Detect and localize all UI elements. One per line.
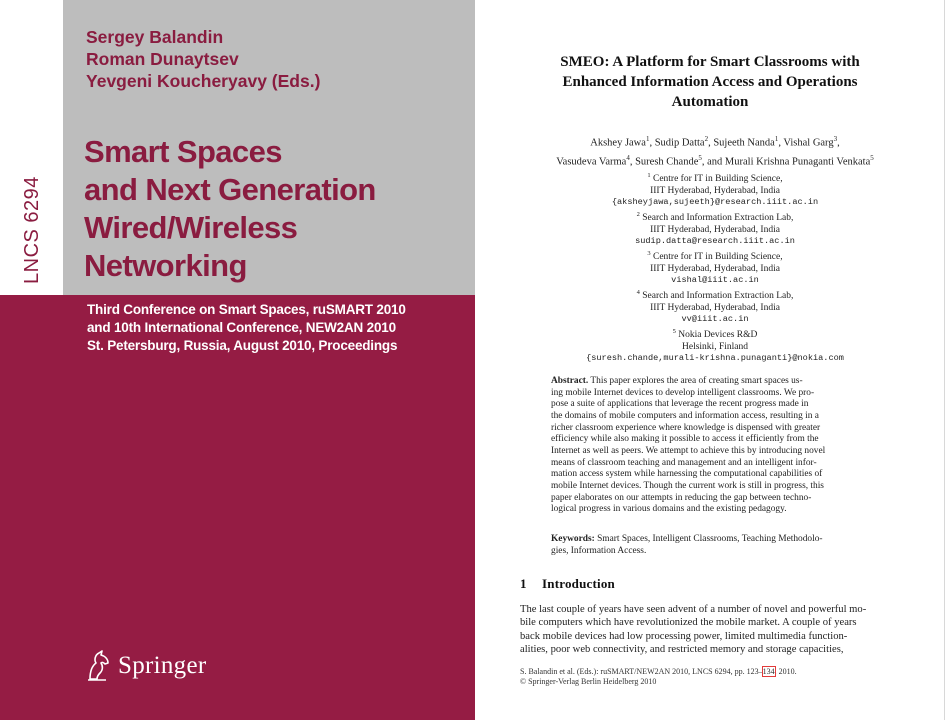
cover-series-number: LNCS 6294 bbox=[21, 176, 43, 284]
affiliation-mark: 5 bbox=[672, 327, 676, 335]
section-title: Introduction bbox=[542, 576, 615, 591]
section-number: 1 bbox=[520, 576, 527, 591]
cover-spine-bottom bbox=[0, 295, 63, 720]
intro-line: bile computers which have revolutionized the mobile market. A couple of years bbox=[520, 617, 857, 629]
abstract-line: richer classroom experience where knowledge is dispensed with greater bbox=[551, 422, 821, 433]
publisher-logo bbox=[84, 648, 207, 684]
affiliation-line bbox=[505, 326, 925, 342]
affiliation-mark: 1 bbox=[647, 172, 651, 179]
cover-editors bbox=[86, 26, 320, 92]
author-name: Sujeeth Nanda bbox=[713, 137, 775, 149]
intro-line: The last couple of years have seen advent of a number of novel and powerful mo- bbox=[520, 604, 867, 615]
cover-subtitle-line: St. Petersburg, Russia, August 2010, Proceedings bbox=[87, 338, 398, 353]
cover-title-line: Networking bbox=[84, 248, 247, 283]
author-line: Vasudeva Varma$^4$, Suresh Chande$^5$, and Murali Krishna Punaganti Venkata$^5$ bbox=[556, 153, 874, 167]
cover-subtitle bbox=[87, 301, 406, 355]
paper-footer bbox=[520, 667, 797, 687]
affiliation-line: IIIT Hyderabad, Hyderabad, India bbox=[650, 224, 780, 235]
abstract-line: efficiency while also making it possible to access it efficiently from the bbox=[551, 434, 819, 445]
publisher-name: Springer bbox=[118, 652, 207, 679]
paper-abstract bbox=[551, 376, 867, 516]
cover-editor: Yevgeni Koucheryavy (Eds.) bbox=[86, 71, 321, 91]
affiliation-text: Centre for IT in Building Science, bbox=[652, 252, 783, 263]
intro-paragraph bbox=[520, 603, 900, 656]
citation-line bbox=[520, 667, 797, 677]
affiliation-mark: 2 bbox=[704, 135, 709, 143]
affiliation-email[interactable]: vv@iiit.ac.in bbox=[681, 314, 749, 325]
affiliation-text: Nokia Devices R&D bbox=[678, 329, 758, 340]
section-heading bbox=[520, 576, 615, 592]
author-name: Akshey Jawa bbox=[590, 137, 646, 149]
affiliation-mark: 5 bbox=[870, 153, 874, 162]
affiliation-mark: 1 bbox=[774, 135, 779, 143]
abstract-line: ing mobile Internet devices to develop intelligent classrooms. We pro- bbox=[551, 387, 815, 398]
affiliation-mark: 4 bbox=[636, 288, 640, 296]
affiliation-email[interactable]: {aksheyjawa,sujeeth}@research.iiit.ac.in bbox=[611, 197, 819, 208]
abstract-line: Internet as well as peers. We attempt to achieve this by introducing novel bbox=[551, 445, 826, 456]
author-name: Vishal Garg bbox=[783, 137, 834, 149]
abstract-text: This paper explores the area of creating smart spaces us- bbox=[590, 376, 803, 386]
affiliation-mark: 3 bbox=[833, 135, 838, 143]
intro-line: alities, poor web connectivity, and restricted memory and storage capacities, bbox=[520, 643, 844, 655]
paper-title-line: Enhanced Information Access and Operations bbox=[562, 74, 858, 90]
affiliation-text: Search and Information Extraction Lab, bbox=[642, 213, 794, 224]
affiliation-line: IIIT Hyderabad, Hyderabad, India bbox=[650, 263, 780, 274]
abstract-label: Abstract. bbox=[551, 376, 589, 386]
cover-editor: Sergey Balandin bbox=[86, 27, 224, 47]
abstract-line: logical progress in various domains and the existing pedagogy. bbox=[551, 504, 787, 515]
abstract-line: means of classroom teaching and management and an intelligent infor- bbox=[551, 457, 817, 468]
intro-line: back mobile devices had low processing power, limited multimedia function- bbox=[520, 630, 848, 642]
author-name: Vasudeva Varma bbox=[556, 156, 627, 167]
abstract-line: pose a suite of applications that leverage the recent progress made in bbox=[551, 399, 809, 410]
affiliation-mark: 4 bbox=[626, 153, 630, 162]
keywords-label: Keywords: bbox=[551, 534, 595, 544]
author-name: Suresh Chande bbox=[635, 156, 699, 167]
copyright-line: © Springer-Verlag Berlin Heidelberg 2010 bbox=[520, 677, 657, 686]
author-line: Akshey Jawa$^1$, Sudip Datta$^2$, Sujeeth Nanda$^1$, Vishal Garg$^3$, bbox=[590, 135, 840, 149]
keywords-line: gies, Information Access. bbox=[551, 545, 647, 556]
affiliation-text: Centre for IT in Building Science, bbox=[652, 174, 783, 185]
springer-horse-logo-icon bbox=[84, 649, 112, 683]
keywords-line bbox=[551, 534, 867, 546]
affiliation-mark: 1 bbox=[645, 135, 650, 143]
abstract-line: the domains of mobile computers and information access, resulting in a bbox=[551, 410, 819, 421]
paper-title-line: Automation bbox=[671, 94, 749, 110]
affiliation-mark: 5 bbox=[698, 153, 702, 162]
citation-text: S. Balandin et al. (Eds.): ruSMART/NEW2AN 2010, LNCS 6294, pp. 123– bbox=[520, 667, 763, 676]
affiliation-line bbox=[505, 287, 925, 303]
cover-subtitle-line: and 10th International Conference, NEW2AN 2010 bbox=[87, 320, 396, 335]
affiliation-email[interactable]: vishal@iiit.ac.in bbox=[671, 275, 759, 286]
paper-title bbox=[500, 52, 920, 112]
affiliation-mark: 3 bbox=[647, 249, 651, 257]
author-name: and Murali Krishna Punaganti Venkata bbox=[707, 156, 871, 167]
cover-editor: Roman Dunaytsev bbox=[86, 49, 239, 69]
author-name: Sudip Datta bbox=[654, 137, 705, 149]
keywords-text: Smart Spaces, Intelligent Classrooms, Teaching Methodolo- bbox=[597, 534, 823, 544]
abstract-line: paper elaborates on our attempts in reducing the gap between techno- bbox=[551, 492, 812, 503]
paper-title-line: SMEO: A Platform for Smart Classrooms with bbox=[560, 54, 860, 70]
affiliation-line bbox=[505, 209, 925, 225]
citation-text: , 2010. bbox=[774, 667, 797, 676]
affiliation-email[interactable]: {suresh.chande,murali-krishna.punaganti}@nokia.com bbox=[586, 353, 844, 364]
abstract-line bbox=[551, 376, 867, 388]
cover-title-line: and Next Generation bbox=[84, 172, 376, 207]
affiliation-text: Search and Information Extraction Lab, bbox=[642, 290, 794, 301]
affiliation-line: IIIT Hyderabad, Hyderabad, India bbox=[650, 185, 780, 196]
affiliation-mark: 2 bbox=[636, 210, 640, 218]
cover-subtitle-line: Third Conference on Smart Spaces, ruSMART 2010 bbox=[87, 302, 406, 317]
cover-title bbox=[84, 133, 376, 285]
abstract-line: mobile Internet devices. Though the current work is still in progress, this bbox=[551, 480, 824, 491]
affiliation-line bbox=[505, 248, 925, 264]
page-link[interactable]: 134 bbox=[762, 667, 775, 676]
affiliation-line: IIIT Hyderabad, Hyderabad, India bbox=[650, 302, 780, 313]
paper-affiliations bbox=[505, 170, 925, 365]
cover-title-line: Smart Spaces bbox=[84, 134, 282, 169]
affiliation-line: Helsinki, Finland bbox=[682, 341, 748, 352]
cover-title-line: Wired/Wireless bbox=[84, 210, 298, 245]
paper-authors bbox=[505, 132, 925, 169]
abstract-line: mation access system while harnessing the computational capabilities of bbox=[551, 469, 823, 480]
paper-keywords bbox=[551, 534, 867, 558]
affiliation-line bbox=[505, 170, 925, 186]
affiliation-email[interactable]: sudip.datta@research.iiit.ac.in bbox=[635, 236, 795, 247]
